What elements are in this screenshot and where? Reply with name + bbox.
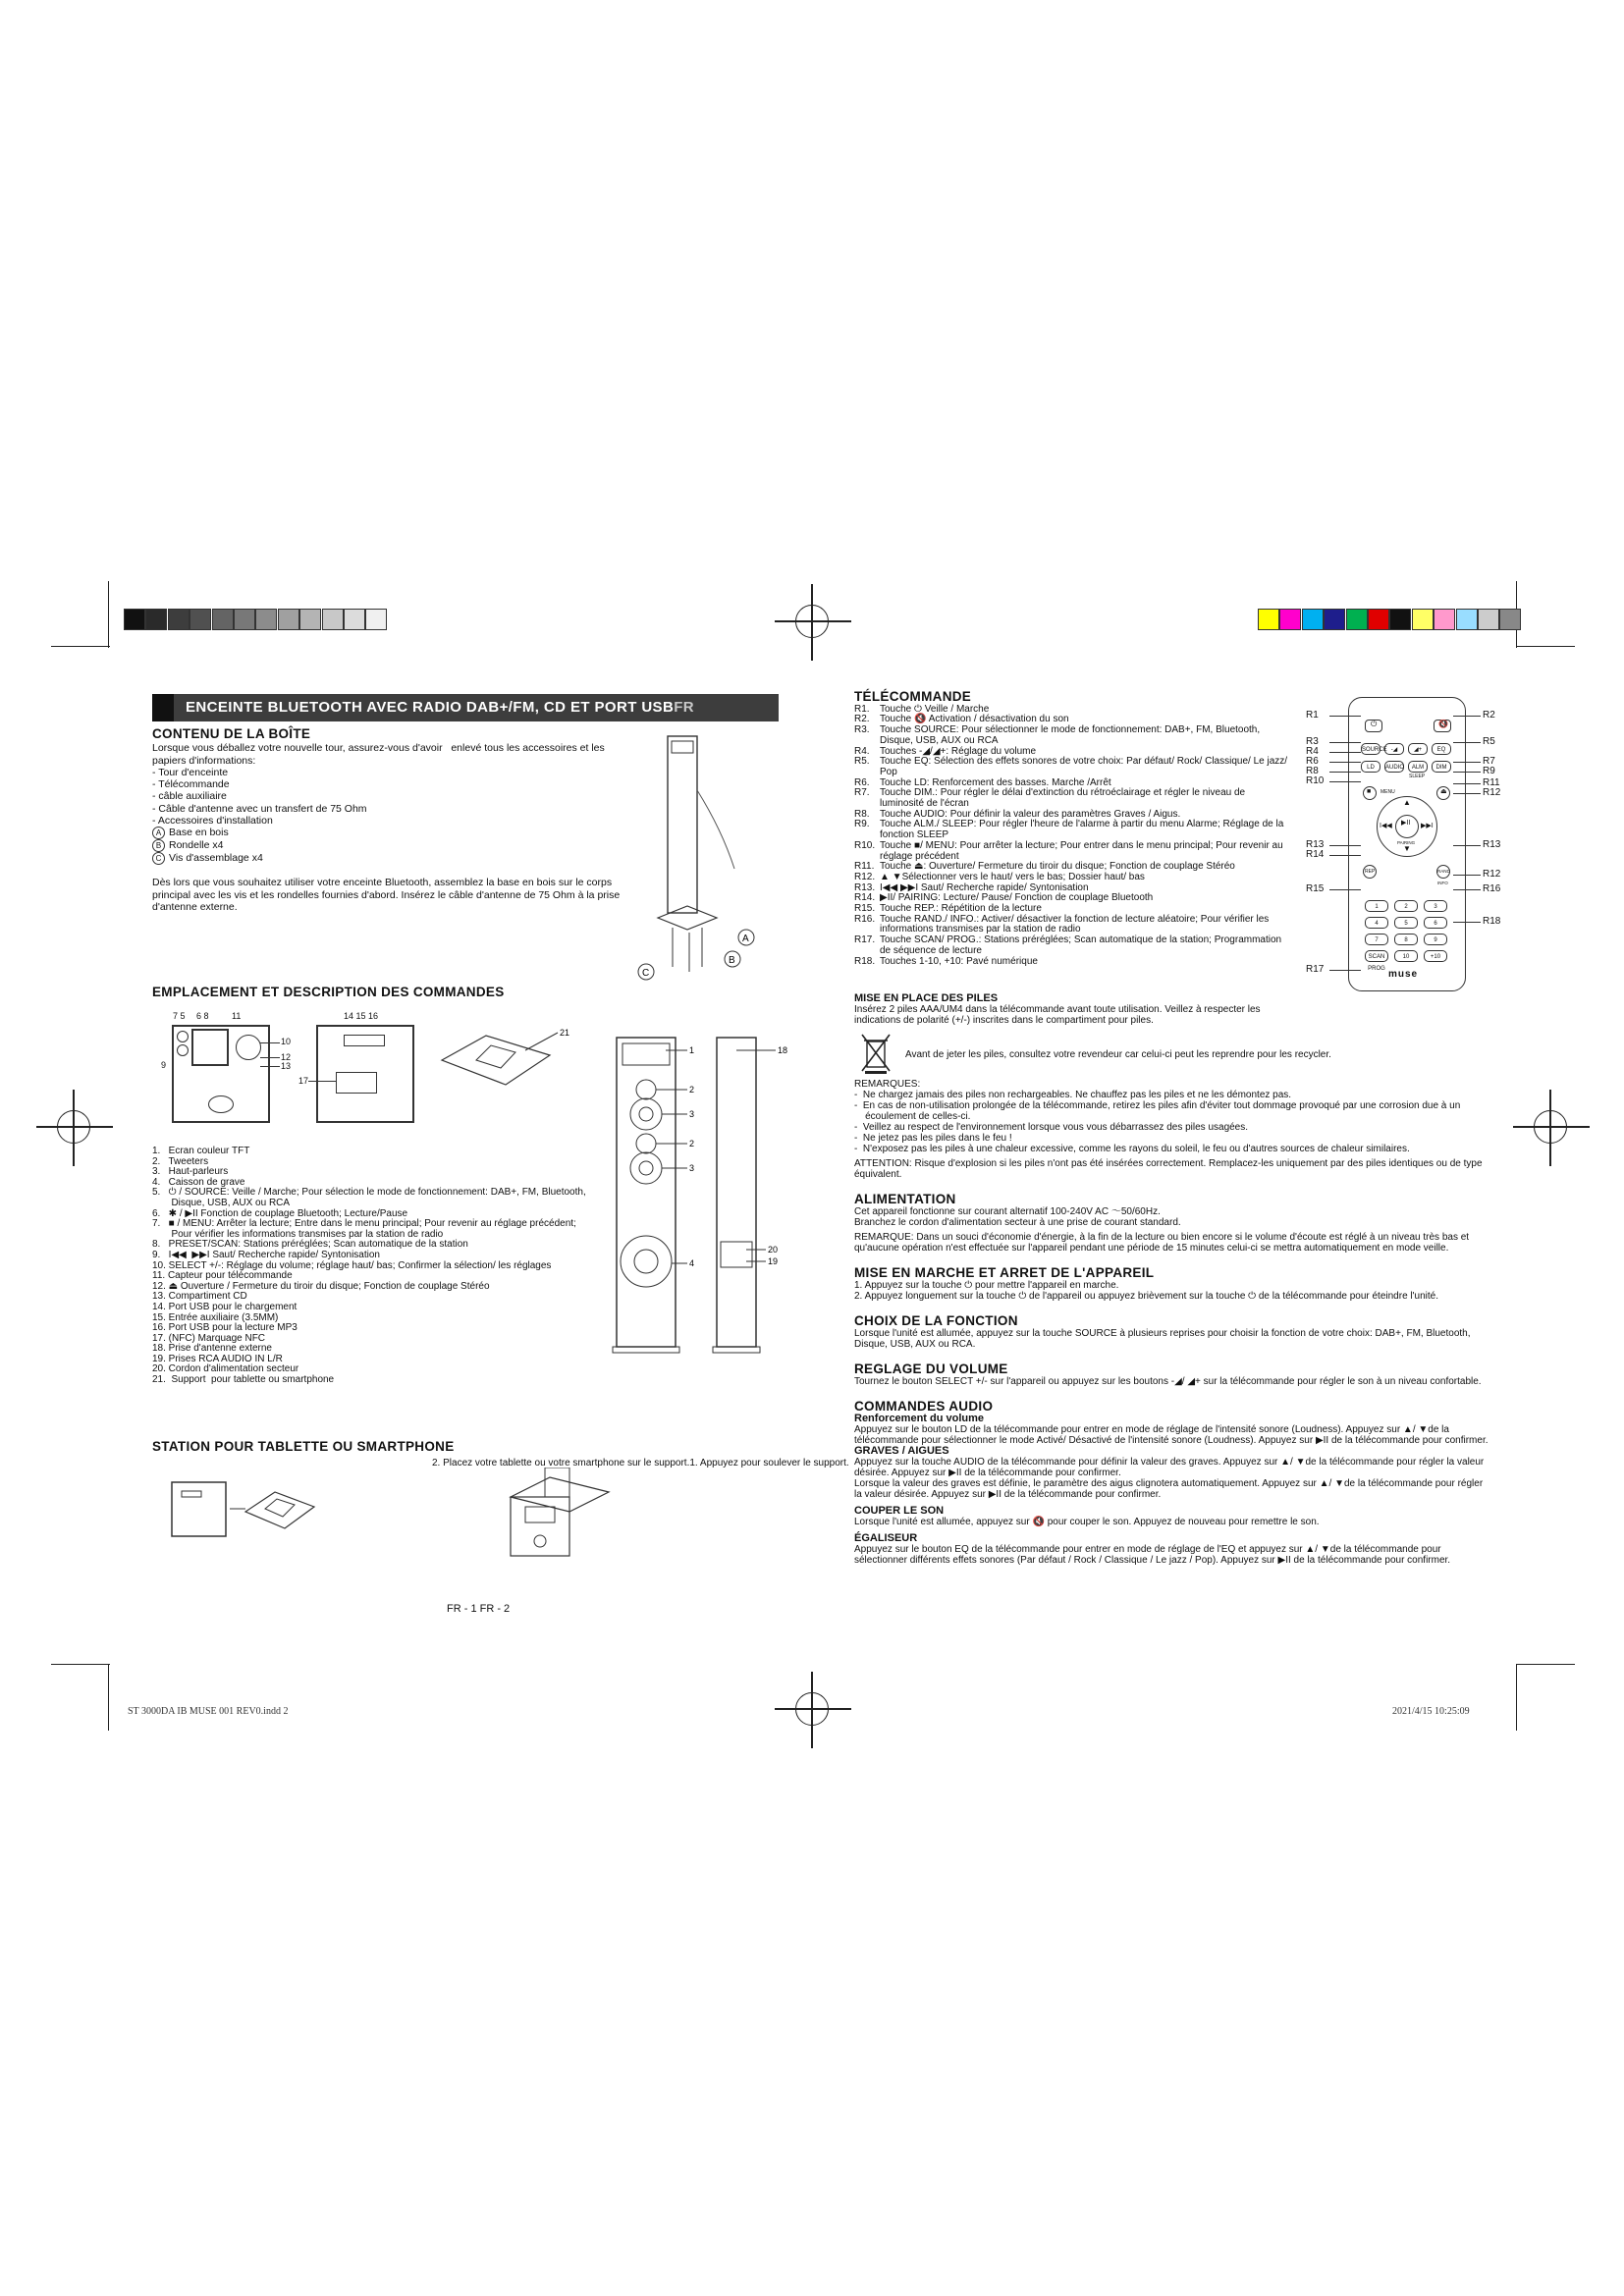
remote-item-text: ▲ ▼Sélectionner vers le haut/ vers le bas; Dossier haut/ bas bbox=[880, 871, 1145, 882]
contenu-item: - Accessoires d'installation bbox=[152, 815, 273, 828]
graves-text: Appuyez sur la touche AUDIO de la télécommande pour définir la valeur des graves. Appuyez sur ▲/ ▼de la télécommande pour régler la valeur désirée. Appuyez sur ▶II de la télécommande pour confirmer. Lorsque la valeur des graves est définie, le paramètre des aigus clignotera automatiquement. Appuyez sur ▲/ ▼de la télécommande pour régler la valeur désirée. Appuyez sur ▶II de la télécommande pour confirmer. bbox=[854, 1457, 1485, 1500]
remote-item-text: Touche REP.: Répétition de la lecture bbox=[880, 903, 1042, 915]
label-13: 13 bbox=[281, 1061, 292, 1071]
color-swatch bbox=[1499, 609, 1521, 630]
rand-button[interactable] bbox=[1436, 865, 1450, 879]
color-swatch bbox=[1346, 609, 1368, 630]
part-item bbox=[152, 827, 623, 839]
eq-button[interactable] bbox=[1432, 743, 1451, 755]
tower-label-3a: 3 bbox=[689, 1109, 695, 1119]
numpad-key-label: 6 bbox=[1434, 921, 1437, 927]
eq-label: EQ bbox=[1436, 747, 1446, 753]
remote-item-number: R14. bbox=[854, 892, 876, 904]
remote-item-text: Touche DIM.: Pour régler le délai d'extinction du rétroéclairage et régler le niveau de bbox=[880, 787, 1246, 799]
remote-item-number: R12. bbox=[854, 871, 876, 882]
footer-slug-left: ST 3000DA IB MUSE 001 REV0.indd 2 bbox=[128, 1706, 289, 1717]
telecommande-section bbox=[854, 689, 1296, 967]
part-key-badge: B bbox=[152, 839, 165, 852]
couper-title: COUPER LE SON bbox=[854, 1505, 945, 1517]
remote-callout-left: R10 bbox=[1306, 775, 1325, 786]
remarque-item: - En cas de non-utilisation prolongée de la télécommande, retirez les piles afin d'éviter tout dommage provoqué par une corrosion due à un bbox=[854, 1100, 1461, 1111]
remote-item-number: R2. bbox=[854, 714, 870, 725]
remote-callout-left: R4 bbox=[1306, 746, 1319, 757]
remote-callout-left: R15 bbox=[1306, 883, 1325, 894]
remote-item-text: Pop bbox=[880, 766, 897, 777]
support-figure bbox=[432, 1021, 579, 1099]
svg-text:B: B bbox=[729, 955, 735, 966]
remote-item-number bbox=[854, 946, 880, 957]
part-key-badge: C bbox=[152, 852, 165, 865]
remote-callout-right: R13 bbox=[1483, 839, 1501, 850]
remote-item-number: R5. bbox=[854, 756, 870, 768]
control-item: 12. ⏏ Ouverture / Fermeture du tiroir du disque; Fonction de couplage Stéréo bbox=[152, 1280, 490, 1292]
remarque-item: - Ne chargez jamais des piles non rechargeables. Ne chauffez pas les piles et ne les démontez pas. bbox=[854, 1090, 1292, 1100]
graves-title: GRAVES / AIGUES bbox=[854, 1445, 949, 1457]
remote-item-text: Touche EQ: Sélection des effets sonores de votre choix: Par défaut/ Rock/ Classique/ Le jazz/ bbox=[880, 756, 1288, 768]
remote-item-text: Touches -◢/◢+: Réglage du volume bbox=[880, 745, 1037, 757]
remote-item-text: Touche ⏏: Ouverture/ Fermeture du tiroir du disque; Fonction de couplage Stéréo bbox=[880, 861, 1235, 873]
contenu-item: - Tour d'enceinte bbox=[152, 766, 229, 778]
renfo-text: Appuyez sur le bouton LD de la télécommande pour entrer en mode de réglage de l'intensité sonore (Loudness). Appuyez sur ▲/ ▼de la télécommande pour sélectionner le mode Activé/ Désactivé de l'intensité sonore (Loudness). Appuyez sur ▶II de la télécommande pour confirmer. bbox=[854, 1424, 1489, 1446]
brand-logo: muse bbox=[1388, 969, 1419, 980]
part-text: Vis d'assemblage x4 bbox=[169, 852, 263, 865]
tower-label-1: 1 bbox=[689, 1045, 695, 1055]
remote-callout-right: R7 bbox=[1483, 756, 1495, 767]
menu-label: MENU bbox=[1380, 789, 1395, 795]
label-21: 21 bbox=[560, 1028, 570, 1038]
remote-item-text: ▶II/ PAIRING: Lecture/ Pause/ Fonction de couplage Bluetooth bbox=[880, 892, 1154, 904]
contenu-list bbox=[152, 767, 623, 827]
pairing-label: PAIRING bbox=[1397, 840, 1416, 845]
ld-label: LD bbox=[1367, 765, 1375, 771]
control-item: Disque, USB, AUX ou RCA bbox=[152, 1197, 291, 1208]
tower-label-4: 4 bbox=[689, 1258, 695, 1268]
renfo-title: Renforcement du volume bbox=[854, 1413, 985, 1424]
control-item: 15. Entrée auxiliaire (3.5MM) bbox=[152, 1311, 279, 1323]
tower-front-figure bbox=[607, 1036, 705, 1360]
source-label: SOURCE bbox=[1362, 747, 1387, 753]
tower-label-2b: 2 bbox=[689, 1139, 695, 1148]
remote-item-number: R15. bbox=[854, 903, 876, 915]
remote-item-text: de séquence de lecture bbox=[880, 944, 982, 956]
menu-button[interactable] bbox=[1363, 786, 1377, 800]
registration-mark-left bbox=[57, 1110, 90, 1144]
choix-title: CHOIX DE LA FONCTION bbox=[854, 1313, 1018, 1328]
station-section bbox=[152, 1441, 839, 1455]
remote-callout-left: R14 bbox=[1306, 849, 1325, 860]
dim-button[interactable] bbox=[1432, 761, 1451, 773]
audio-label: AUDIO bbox=[1385, 765, 1405, 771]
mute-icon: 🔇 bbox=[1438, 720, 1448, 728]
color-swatch bbox=[1279, 609, 1301, 630]
control-item: 21. Support pour tablette ou smartphone bbox=[152, 1374, 335, 1386]
remarque-item: - N'exposez pas les piles à une chaleur excessive, comme les rayons du soleil, le feu ou d'autres sources de chaleur similaires. bbox=[854, 1144, 1410, 1154]
numpad-key[interactable] bbox=[1394, 900, 1418, 912]
station-figure-1 bbox=[147, 1477, 344, 1585]
svg-text:A: A bbox=[742, 934, 749, 944]
rep-button[interactable] bbox=[1363, 865, 1377, 879]
control-item: 1. Ecran couleur TFT bbox=[152, 1146, 250, 1156]
vol-down-icon: -◢ bbox=[1390, 747, 1398, 753]
tower-label-19: 19 bbox=[768, 1256, 779, 1266]
numpad-key[interactable] bbox=[1365, 950, 1388, 972]
remote-item-number: R7. bbox=[854, 787, 870, 799]
numpad-key-label: +10 bbox=[1430, 954, 1441, 960]
mise-text: 1. Appuyez sur la touche ⏻ pour mettre l'appareil en marche. 2. Appuyez longuement sur la touche ⏻ de l'appareil ou appuyez brièvement sur la touche ⏻ de la télécommande pour éteindre l'unité. bbox=[854, 1280, 1439, 1302]
remote-item-number: R10. bbox=[854, 839, 876, 851]
remote-item-text: Touche ⏻ Veille / Marche bbox=[880, 703, 990, 715]
reglage-text: Tournez le bouton SELECT +/- sur l'appareil ou appuyez sur les boutons -◢/ ◢+ sur la télécommande pour régler le son à un niveau confortable. bbox=[854, 1376, 1482, 1387]
numpad-key-label: 10 bbox=[1402, 954, 1410, 960]
color-swatch bbox=[1412, 609, 1434, 630]
control-item: 6. ✱ / ▶II Fonction de couplage Bluetooth; Lecture/Pause bbox=[152, 1207, 408, 1219]
remote-item-text: informations transmises par la station de radio bbox=[880, 924, 1081, 935]
control-item: 3. Haut-parleurs bbox=[152, 1166, 229, 1178]
control-item: Pour vérifier les informations transmises par la station de radio bbox=[152, 1228, 444, 1240]
tower-label-2a: 2 bbox=[689, 1085, 695, 1095]
stop-icon: ■ bbox=[1367, 788, 1372, 795]
control-item: 11. Capteur pour télécommande bbox=[152, 1270, 293, 1282]
gray-swatch bbox=[344, 609, 365, 630]
part-item bbox=[152, 839, 623, 852]
numpad-key[interactable] bbox=[1424, 917, 1447, 929]
alm-button[interactable] bbox=[1408, 761, 1428, 773]
numpad-key[interactable] bbox=[1394, 934, 1418, 945]
gray-swatch bbox=[365, 609, 387, 630]
control-item: 16. Port USB pour la lecture MP3 bbox=[152, 1322, 298, 1334]
color-swatch bbox=[1368, 609, 1389, 630]
station-figure-2 bbox=[501, 1468, 619, 1566]
remote-item-text: Touche SOURCE: Pour sélectionner le mode de fonctionnement: DAB+, FM, Bluetooth, bbox=[880, 724, 1261, 736]
contenu-item: - câble auxiliaire bbox=[152, 790, 227, 803]
mise-title: MISE EN MARCHE ET ARRET DE L'APPAREIL bbox=[854, 1265, 1155, 1280]
remote-item bbox=[854, 757, 1296, 768]
remote-item-text: fonction SLEEP bbox=[880, 829, 949, 841]
tower-rear-figure bbox=[707, 1036, 805, 1360]
remote-item-text: Touche ■/ MENU: Pour arrêter la lecture; Pour entrer dans le menu principal; Pour revenir au bbox=[880, 839, 1283, 851]
numpad-key[interactable] bbox=[1394, 917, 1418, 929]
tower-label-20: 20 bbox=[768, 1245, 779, 1255]
vol-down-button[interactable] bbox=[1384, 743, 1404, 755]
power-icon: ⏻ bbox=[1371, 720, 1378, 728]
attention-text: ATTENTION: Risque d'explosion si les piles n'ont pas été insérées correctement. Remplacez-les uniquement par des piles identiques ou de type équivalent. bbox=[854, 1158, 1486, 1180]
numpad-key[interactable] bbox=[1365, 917, 1388, 929]
tower-label-3b: 3 bbox=[689, 1163, 695, 1173]
top-panel-figure bbox=[295, 1011, 422, 1139]
control-item: 13. Compartiment CD bbox=[152, 1291, 247, 1303]
remote-callout-left: R13 bbox=[1306, 839, 1325, 850]
numpad-key-label: SCAN PROG bbox=[1368, 954, 1385, 972]
prev-icon[interactable]: I◀◀ bbox=[1380, 823, 1392, 829]
control-item: 9. I◀◀ ▶▶I Saut/ Recherche rapide/ Syntonisation bbox=[152, 1249, 380, 1260]
gray-swatch bbox=[322, 609, 344, 630]
remarques-title: REMARQUES: bbox=[854, 1079, 921, 1090]
emplacement-section bbox=[152, 987, 623, 1000]
numpad-key[interactable] bbox=[1424, 950, 1447, 962]
remote-callout-right: R18 bbox=[1483, 916, 1501, 927]
remote-item-text: réglage précédent bbox=[880, 850, 959, 862]
remote-callout-right: R16 bbox=[1483, 883, 1501, 894]
control-item: 7. ■ / MENU: Arrêter la lecture; Entre dans le menu principal; Pour revenir au réglage précédent; bbox=[152, 1218, 576, 1230]
control-item: 17. (NFC) Marquage NFC bbox=[152, 1332, 266, 1344]
next-icon[interactable]: ▶▶I bbox=[1421, 823, 1434, 829]
alim-remarque: REMARQUE: Dans un souci d'économie d'énergie, à la fin de la lecture ou bien encore si le volume d'écoute est réglé à un niveau très bas et qu'aucune opération n'est effectuée sur l'appareil pendant une période de 15 minutes celui-ci se mettra automatiquement en mode veille. bbox=[854, 1232, 1472, 1254]
remote-callout-left: R17 bbox=[1306, 964, 1325, 975]
remote-item-number bbox=[854, 736, 880, 747]
color-swatch bbox=[1302, 609, 1324, 630]
remote-item-number: R17. bbox=[854, 934, 876, 946]
label-14-15-16: 14 15 16 bbox=[344, 1011, 379, 1021]
remote-callout-left: R3 bbox=[1306, 736, 1319, 747]
part-text: Rondelle x4 bbox=[169, 839, 224, 852]
recycle-bin-icon bbox=[859, 1032, 893, 1075]
control-item: 19. Prises RCA AUDIO IN L/R bbox=[152, 1353, 283, 1364]
remote-item bbox=[854, 957, 1296, 968]
remarques-list bbox=[854, 1090, 1492, 1154]
audio-button[interactable] bbox=[1384, 761, 1404, 773]
gray-swatch bbox=[234, 609, 255, 630]
gray-swatch bbox=[189, 609, 211, 630]
remote-item-number: R13. bbox=[854, 881, 876, 893]
source-button[interactable] bbox=[1361, 743, 1387, 755]
banner-lang: FR bbox=[674, 699, 694, 716]
sleep-label: SLEEP bbox=[1409, 774, 1426, 779]
power-button[interactable] bbox=[1365, 720, 1382, 732]
remote-item-text: Touche RAND./ INFO.: Activer/ désactiver la fonction de lecture aléatoire; Pour vérifier les bbox=[880, 913, 1270, 925]
eject-button[interactable] bbox=[1436, 786, 1450, 800]
gray-swatch bbox=[168, 609, 189, 630]
remote-item-number: R9. bbox=[854, 819, 870, 830]
footer-slug-right: 2021/4/15 10:25:09 bbox=[1392, 1706, 1470, 1717]
label-6-8: 6 8 bbox=[196, 1011, 209, 1021]
remote-item-number: R16. bbox=[854, 913, 876, 925]
piles-title: MISE EN PLACE DES PILES bbox=[854, 992, 999, 1004]
control-item: 20. Cordon d'alimentation secteur bbox=[152, 1363, 299, 1375]
remarque-item: - Veillez au respect de l'environnement lorsque vous vous débarrassez des piles usagées. bbox=[854, 1122, 1249, 1133]
recycle-text: Avant de jeter les piles, consultez votre revendeur car celui-ci peut les reprendre pour les recycler. bbox=[905, 1049, 1331, 1060]
remote-figure bbox=[1306, 692, 1512, 1006]
alim-title: ALIMENTATION bbox=[854, 1192, 956, 1206]
controls-section bbox=[152, 1147, 614, 1386]
control-item: 8. PRESET/SCAN: Stations préréglées; Scan automatique de la station bbox=[152, 1239, 468, 1251]
remote-list bbox=[854, 705, 1296, 968]
remote-item-text: Touche AUDIO: Pour définir la valeur des paramètres Graves / Aigus. bbox=[880, 808, 1181, 820]
remote-item-text: Disque, USB, AUX ou RCA bbox=[880, 734, 999, 746]
alim-text: Cet appareil fonctionne sur courant alternatif 100-240V AC ～50/60Hz. Branchez le cordon d'alimentation secteur à une prise de courant standard. bbox=[854, 1206, 1181, 1228]
play-pause-icon: ▶II bbox=[1401, 820, 1411, 827]
rep-label: REP bbox=[1365, 869, 1376, 875]
assembly-text: Dès lors que vous souhaitez utiliser votre enceinte Bluetooth, assemblez la base en bois sur le corps principal avec les vis et les rondelles fournies d'abord. Insérez le câble d'antenne de 75 Ohm à la prise d'antenne externe. bbox=[152, 877, 623, 913]
remote-callout-right: R12 bbox=[1483, 869, 1501, 880]
numpad-key-label: 2 bbox=[1404, 904, 1408, 910]
color-swatch bbox=[1478, 609, 1499, 630]
remote-item-number: R1. bbox=[854, 703, 870, 715]
remote-item-text: Touche SCAN/ PROG.: Stations préréglées; Scan automatique de la station; Programmation bbox=[880, 934, 1282, 946]
numpad-key-label: 7 bbox=[1375, 937, 1379, 943]
title-banner bbox=[152, 694, 779, 721]
audio-title: COMMANDES AUDIO bbox=[854, 1399, 994, 1414]
control-item: 4. Caisson de grave bbox=[152, 1176, 245, 1188]
numpad-key-label: 8 bbox=[1404, 937, 1408, 943]
label-17: 17 bbox=[298, 1076, 309, 1086]
remote-item-text: Touches 1-10, +10: Pavé numérique bbox=[880, 955, 1038, 967]
control-item: 2. Tweeters bbox=[152, 1155, 209, 1167]
gray-swatch bbox=[299, 609, 321, 630]
info-label: INFO bbox=[1437, 881, 1448, 885]
remarque-item: écoulement de celles-ci. bbox=[854, 1111, 971, 1122]
color-swatch bbox=[1324, 609, 1345, 630]
numpad-key[interactable] bbox=[1424, 934, 1447, 945]
banner-title: ENCEINTE BLUETOOTH AVEC RADIO DAB+/FM, CD ET PORT USB bbox=[186, 699, 675, 716]
remote-callout-right: R5 bbox=[1483, 736, 1495, 747]
label-9: 9 bbox=[161, 1060, 167, 1070]
remote-callout-right: R11 bbox=[1483, 777, 1500, 788]
remote-item-number: R8. bbox=[854, 808, 870, 820]
station-steps: 2. Placez votre tablette ou votre smartphone sur le support.1. Appuyez pour soulever le support. bbox=[432, 1458, 849, 1468]
alm-label: ALM bbox=[1411, 765, 1425, 771]
remote-item-number: R6. bbox=[854, 776, 870, 788]
label-10: 10 bbox=[281, 1037, 292, 1046]
contenu-item: - Télécommande bbox=[152, 778, 230, 791]
part-item bbox=[152, 852, 623, 865]
eject-icon: ⏏ bbox=[1440, 788, 1447, 795]
remote-item-text: luminosité de l'écran bbox=[880, 798, 969, 810]
part-key-badge: A bbox=[152, 827, 165, 839]
contenu-intro: Lorsque vous déballez votre nouvelle tour, assurez-vous d'avoir enlevé tous les accessoires et les papiers d'informations: bbox=[152, 742, 608, 767]
remote-callout-right: R9 bbox=[1483, 766, 1495, 776]
remote-item bbox=[854, 946, 1296, 957]
page-number: FR - 1 FR - 2 bbox=[447, 1603, 511, 1615]
remote-item-text: Touche 🔇 Activation / désactivation du son bbox=[880, 714, 1069, 725]
remote-callout-left: R6 bbox=[1306, 756, 1319, 767]
color-swatch bbox=[1456, 609, 1478, 630]
gray-swatch bbox=[124, 609, 145, 630]
front-panel-figure bbox=[147, 1011, 295, 1134]
numpad-key[interactable] bbox=[1365, 934, 1388, 945]
assembly-illustration bbox=[628, 731, 776, 987]
color-swatch bbox=[1389, 609, 1411, 630]
gray-swatch bbox=[278, 609, 299, 630]
registration-mark-right bbox=[1534, 1110, 1567, 1144]
part-text: Base en bois bbox=[169, 827, 229, 839]
color-swatch bbox=[1258, 609, 1279, 630]
remote-callout-left: R8 bbox=[1306, 766, 1319, 776]
piles-section bbox=[854, 993, 1492, 1566]
registration-mark-bottom bbox=[795, 1692, 829, 1726]
tower-label-18: 18 bbox=[778, 1045, 788, 1055]
remote-item-text: Touche ALM./ SLEEP: Pour régler l'heure de l'alarme à partir du menu Alarme; Réglage de la bbox=[880, 819, 1284, 830]
label-12: 12 bbox=[281, 1052, 292, 1062]
gray-swatch bbox=[145, 609, 167, 630]
remarque-item: - Ne jetez pas les piles dans le feu ! bbox=[854, 1133, 1012, 1144]
vol-up-button[interactable] bbox=[1408, 743, 1428, 755]
remote-item-number: R4. bbox=[854, 745, 870, 757]
remote-callout-right: R12 bbox=[1483, 787, 1501, 798]
contenu-title: CONTENU DE LA BOÎTE bbox=[152, 726, 311, 741]
numpad-key-label: 9 bbox=[1434, 937, 1437, 943]
control-item: 5. ⏻ / SOURCE: Veille / Marche; Pour sélection le mode de fonctionnement: DAB+, FM, Bluetooth, bbox=[152, 1187, 586, 1199]
gray-swatch bbox=[212, 609, 234, 630]
numpad-key-label: 1 bbox=[1375, 904, 1379, 910]
numpad-key-label: 3 bbox=[1434, 904, 1437, 910]
numpad-key-label: 4 bbox=[1375, 921, 1379, 927]
contenu-item: - Câble d'antenne avec un transfert de 75 Ohm bbox=[152, 802, 367, 815]
piles-text: Insérez 2 piles AAA/UM4 dans la télécommande avant toute utilisation. Veillez à respecter les indications de polarité (+/-) inscrites dans le compartiment pour piles. bbox=[854, 1004, 1264, 1026]
control-item: 18. Prise d'antenne externe bbox=[152, 1343, 272, 1355]
color-swatch bbox=[1434, 609, 1455, 630]
registration-mark-top bbox=[795, 605, 829, 638]
egal-title: ÉGALISEUR bbox=[854, 1532, 918, 1544]
remote-item-number: R11. bbox=[854, 861, 875, 873]
telecommande-title: TÉLÉCOMMANDE bbox=[854, 689, 972, 704]
svg-text:C: C bbox=[642, 968, 650, 979]
gray-swatch bbox=[255, 609, 277, 630]
couper-text: Lorsque l'unité est allumée, appuyez sur 🔇 pour couper le son. Appuyez de nouveau pour remettre le son. bbox=[854, 1517, 1320, 1527]
remote-item bbox=[854, 736, 1296, 747]
control-item: 14. Port USB pour le chargement bbox=[152, 1301, 298, 1312]
remote-item-number: R18. bbox=[854, 955, 876, 967]
label-7-5: 7 5 bbox=[173, 1011, 186, 1021]
control-item: 10. SELECT +/-: Réglage du volume; réglage haut/ bas; Confirmer la sélection/ les réglages bbox=[152, 1259, 552, 1271]
parts-list bbox=[152, 827, 623, 865]
numpad-key[interactable] bbox=[1365, 900, 1388, 912]
remote-item-text: Touche LD: Renforcement des basses. Marche /Arrêt bbox=[880, 776, 1111, 788]
vol-up-icon: ◢+ bbox=[1413, 747, 1423, 753]
controls-list bbox=[152, 1147, 614, 1386]
remote-item-number: R3. bbox=[854, 724, 870, 736]
rand-label: RAND bbox=[1437, 869, 1450, 874]
station-title: STATION POUR TABLETTE OU SMARTPHONE bbox=[152, 1439, 455, 1454]
egal-text: Appuyez sur le bouton EQ de la télécommande pour entrer en mode de réglage de l'EQ et appuyez sur ▲/ ▼de la télécommande pour sélectionner différents effets sonores (Par défaut / Rock / Classique / Le jazz / Pop). Appuyez sur ▶II de la télécommande pour confirmer. bbox=[854, 1544, 1451, 1566]
emplacement-title: EMPLACEMENT ET DESCRIPTION DES COMMANDES bbox=[152, 985, 505, 999]
down-arrow-icon[interactable]: ▼ bbox=[1403, 844, 1411, 853]
numpad-key[interactable] bbox=[1394, 950, 1418, 962]
remote-callout-right: R2 bbox=[1483, 710, 1495, 721]
mute-button[interactable] bbox=[1434, 720, 1451, 732]
remote-item-text: I◀◀ ▶▶I Saut/ Recherche rapide/ Syntonisation bbox=[880, 881, 1089, 893]
choix-text: Lorsque l'unité est allumée, appuyez sur la touche SOURCE à plusieurs reprises pour choisir la fonction de votre choix: DAB+, FM, Bluetooth, Disque, USB, AUX ou RCA. bbox=[854, 1328, 1474, 1350]
numpad-key[interactable] bbox=[1424, 900, 1447, 912]
up-arrow-icon[interactable]: ▲ bbox=[1403, 798, 1411, 807]
ld-button[interactable] bbox=[1361, 761, 1380, 773]
contenu-section bbox=[152, 728, 623, 913]
dim-label: DIM bbox=[1435, 765, 1447, 771]
reglage-title: REGLAGE DU VOLUME bbox=[854, 1362, 1008, 1376]
label-11: 11 bbox=[232, 1011, 242, 1021]
remote-callout-left: R1 bbox=[1306, 710, 1319, 721]
numpad-key-label: 5 bbox=[1404, 921, 1408, 927]
play-pause-button[interactable] bbox=[1395, 815, 1419, 838]
remote-item bbox=[854, 841, 1296, 852]
